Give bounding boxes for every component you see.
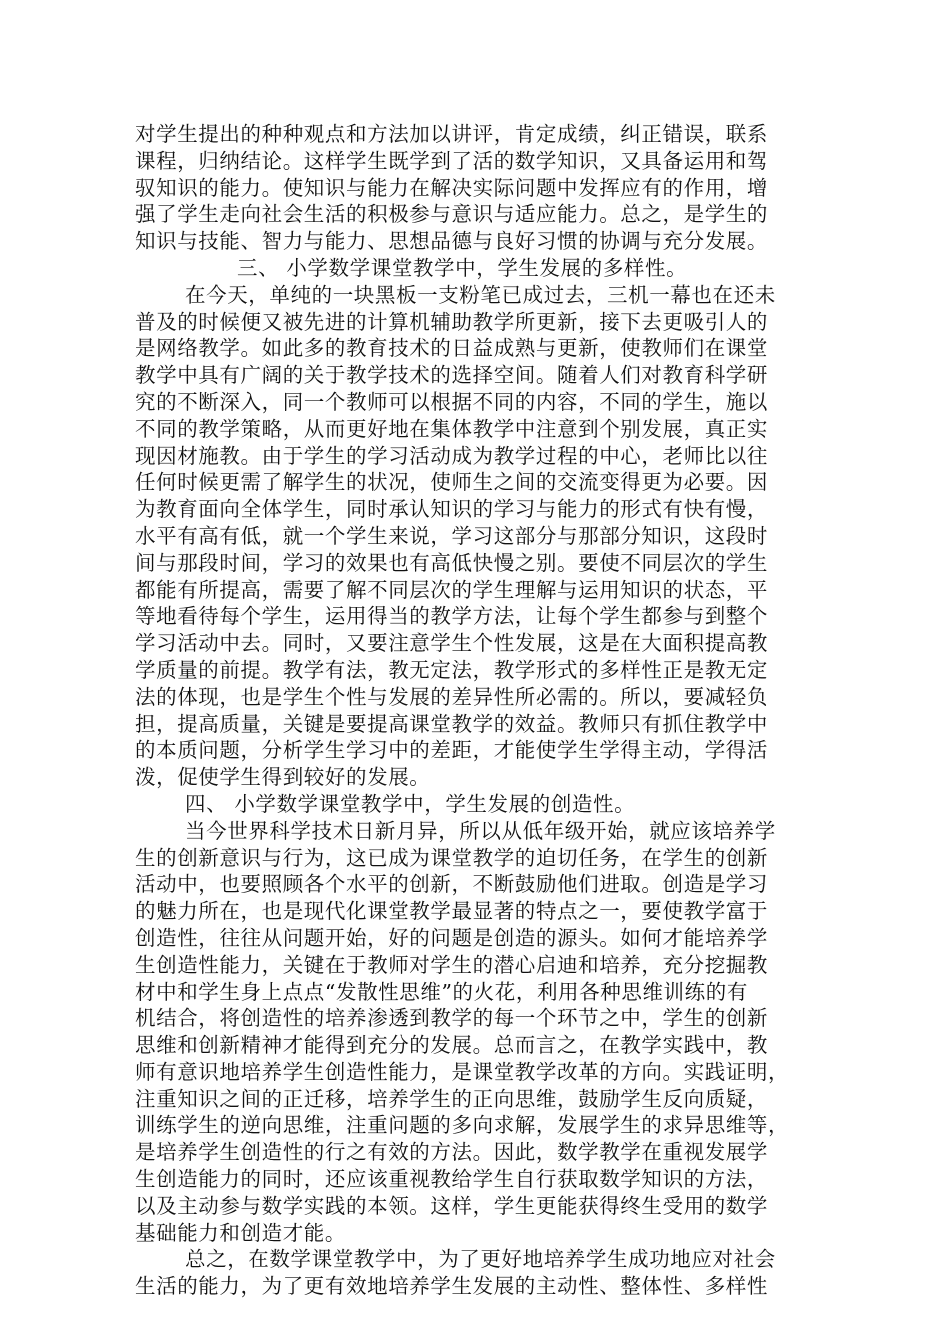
text-line: 泼，促使学生得到较好的发展。 <box>135 765 431 790</box>
section-heading: 三、 小学数学课堂教学中，学生发展的多样性。 <box>237 255 688 280</box>
text-line: 对学生提出的种种观点和方法加以讲评，肯定成绩，纠正错误，联系 <box>135 122 768 146</box>
text-line: 的本质问题，分析学生学习中的差距，才能使学生学得主动，学得活 <box>135 738 768 763</box>
text-line: 生活的能力，为了更有效地培养学生发展的主动性、整体性、多样性 <box>135 1274 768 1299</box>
paragraph-first-line: 当今世界科学技术日新月异，所以从低年级开始，就应该培养学 <box>185 818 776 843</box>
text-line: 是培养学生创造性的行之有效的方法。因此，数学教学在重视发展学 <box>135 1140 768 1165</box>
text-line: 思维和创新精神才能得到充分的发展。总而言之，在教学实践中，教 <box>135 1033 768 1058</box>
text-line: 法的体现，也是学生个性与发展的差异性所必需的。所以，要减轻负 <box>135 684 768 709</box>
text-line: 任何时候更需了解学生的状况，使师生之间的交流变得更为必要。因 <box>135 470 768 495</box>
text-line: 以及主动参与数学实践的本领。这样，学生更能获得终生受用的数学 <box>135 1193 768 1218</box>
document-page <box>135 121 810 1300</box>
text-line: 教学中具有广阔的关于教学技术的选择空间。随着人们对教育科学研 <box>135 363 768 388</box>
text-line: 不同的教学策略，从而更好地在集体教学中注意到个别发展，真正实 <box>135 416 768 441</box>
text-line: 材中和学生身上点点“发散性思维”的火花，利用各种思维训练的有 <box>135 979 748 1004</box>
text-line: 为教育面向全体学生，同时承认知识的学习与能力的形式有快有慢， <box>135 497 768 522</box>
text-line: 创造性，往往从问题开始，好的问题是创造的源头。如何才能培养学 <box>135 925 768 950</box>
text-line: 究的不断深入，同一个教师可以根据不同的内容，不同的学生，施以 <box>135 389 768 414</box>
text-line: 等地看待每个学生，运用得当的教学方法，让每个学生都参与到整个 <box>135 604 768 629</box>
text-line: 都能有所提高，需要了解不同层次的学生理解与运用知识的状态，平 <box>135 577 768 602</box>
text-line: 学习活动中去。同时，又要注意学生个性发展，这是在大面积提高教 <box>135 631 768 656</box>
text-line: 课程，归纳结论。这样学生既学到了活的数学知识，又具备运用和驾 <box>135 148 768 173</box>
text-line: 担，提高质量，关键是要提高课堂教学的效益。教师只有抓住教学中 <box>135 711 768 736</box>
text-line: 是网络教学。如此多的教育技术的日益成熟与更新，使教师们在课堂 <box>135 336 768 361</box>
text-line: 师有意识地培养学生创造性能力，是课堂教学改革的方向。实践证明， <box>135 1059 790 1084</box>
text-line: 训练学生的逆向思维，注重问题的多向求解，发展学生的求异思维等， <box>135 1113 790 1138</box>
text-line: 基础能力和创造才能。 <box>135 1220 346 1245</box>
text-line: 驭知识的能力。使知识与能力在解决实际问题中发挥应有的作用，增 <box>135 175 768 200</box>
text-line: 注重知识之间的正迁移，培养学生的正向思维，鼓励学生反向质疑， <box>135 1086 768 1111</box>
text-line: 强了学生走向社会生活的积极参与意识与适应能力。总之，是学生的 <box>135 202 768 227</box>
text-line: 生的创新意识与行为，这已成为课堂教学的迫切任务，在学生的创新 <box>135 845 768 870</box>
paragraph-first-line: 总之，在数学课堂教学中，为了更好地培养学生成功地应对社会 <box>185 1247 776 1272</box>
text-line: 机结合，将创造性的培养渗透到教学的每一个环节之中，学生的创新 <box>135 1006 768 1031</box>
text-line: 学质量的前提。教学有法，教无定法，教学形式的多样性正是教无定 <box>135 657 768 682</box>
text-line: 活动中，也要照顾各个水平的创新，不断鼓励他们进取。创造是学习 <box>135 872 768 897</box>
text-line: 间与那段时间，学习的效果也有高低快慢之别。要使不同层次的学生 <box>135 550 768 575</box>
text-line: 生创造性能力，关键在于教师对学生的潜心启迪和培养，充分挖掘教 <box>135 952 768 977</box>
text-line: 的魅力所在，也是现代化课堂教学最显著的特点之一，要使教学富于 <box>135 899 768 924</box>
text-line: 生创造能力的同时，还应该重视教给学生自行获取数学知识的方法， <box>135 1167 768 1192</box>
section-heading: 四、 小学数学课堂教学中，学生发展的创造性。 <box>185 791 636 816</box>
text-line: 水平有高有低，就一个学生来说，学习这部分与那部分知识，这段时 <box>135 523 768 548</box>
text-line: 普及的时候便又被先进的计算机辅助教学所更新，接下去更吸引人的 <box>135 309 768 334</box>
text-line: 知识与技能、智力与能力、思想品德与良好习惯的协调与充分发展。 <box>135 229 768 254</box>
text-line: 现因材施教。由于学生的学习活动成为教学过程的中心，老师比以往 <box>135 443 768 468</box>
paragraph-first-line: 在今天，单纯的一块黑板一支粉笔已成过去，三机一幕也在还未 <box>185 282 776 307</box>
